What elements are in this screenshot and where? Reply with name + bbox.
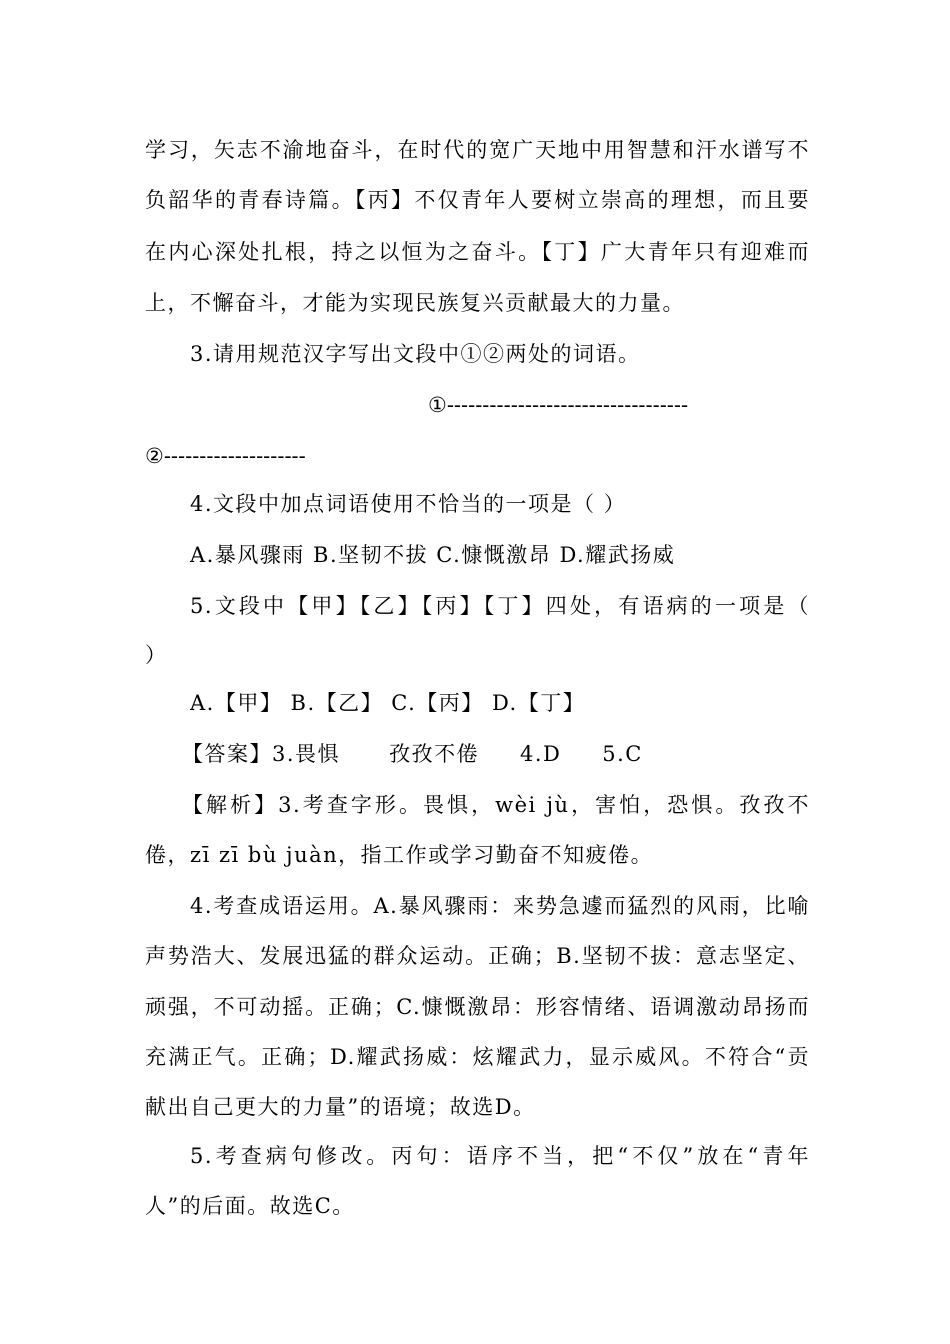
analysis-line-5: 顽强，不可动摇。正确；C.慷慨激昂：形容情绪、语调激动昂扬而 <box>145 995 810 1019</box>
question-4-options: A.暴风骤雨 B.坚韧不拔 C.慷慨激昂 D.耀武扬威 <box>190 543 676 567</box>
question-5-cont: ） <box>145 643 168 667</box>
answer-blank-2: ②-------------------- <box>145 444 306 468</box>
answer-blank-1: ①---------------------------------- <box>428 393 689 417</box>
question-5: 5.文段中【甲】【乙】【丙】【丁】四处，有语病的一项是（ <box>190 594 810 618</box>
paragraph-line-4: 上，不懈奋斗，才能为实现民族复兴贡献最大的力量。 <box>145 291 685 315</box>
analysis-line-4: 声势浩大、发展迅猛的群众运动。正确；B.坚韧不拔：意志坚定、 <box>145 944 810 968</box>
analysis-line-6: 充满正气。正确；D.耀武扬威：炫耀武力，显示威风。不符合“贡 <box>145 1045 810 1069</box>
analysis-line-3: 4.考查成语运用。A.暴风骤雨：来势急遽而猛烈的风雨，比喻 <box>190 894 810 918</box>
paragraph-line-1: 学习，矢志不渝地奋斗，在时代的宽广天地中用智慧和汗水谱写不 <box>145 138 810 162</box>
question-5-options: A.【甲】 B.【乙】 C.【丙】 D.【丁】 <box>190 691 586 715</box>
analysis-line-8: 5.考查病句修改。丙句：语序不当，把“不仅”放在“青年 <box>190 1144 810 1168</box>
answer-line: 【答案】3.畏惧 孜孜不倦 4.D 5.C <box>182 742 643 766</box>
analysis-line-7: 献出自己更大的力量”的语境；故选D。 <box>145 1095 536 1119</box>
analysis-line-1: 【解析】3.考查字形。畏惧，wèi jù，害怕，恐惧。孜孜不 <box>182 793 810 817</box>
analysis-line-2: 倦，zī zī bù juàn，指工作或学习勤奋不知疲倦。 <box>145 843 654 867</box>
paragraph-line-3: 在内心深处扎根，持之以恒为之奋斗。【丁】广大青年只有迎难而 <box>145 240 810 264</box>
paragraph-line-2: 负韶华的青春诗篇。【丙】不仅青年人要树立崇高的理想，而且要 <box>145 188 810 212</box>
question-4: 4.文段中加点词语使用不恰当的一项是（ ） <box>190 492 627 516</box>
question-3: 3.请用规范汉字写出文段中①②两处的词语。 <box>190 342 641 366</box>
analysis-line-9: 人”的后面。故选C。 <box>145 1194 355 1218</box>
